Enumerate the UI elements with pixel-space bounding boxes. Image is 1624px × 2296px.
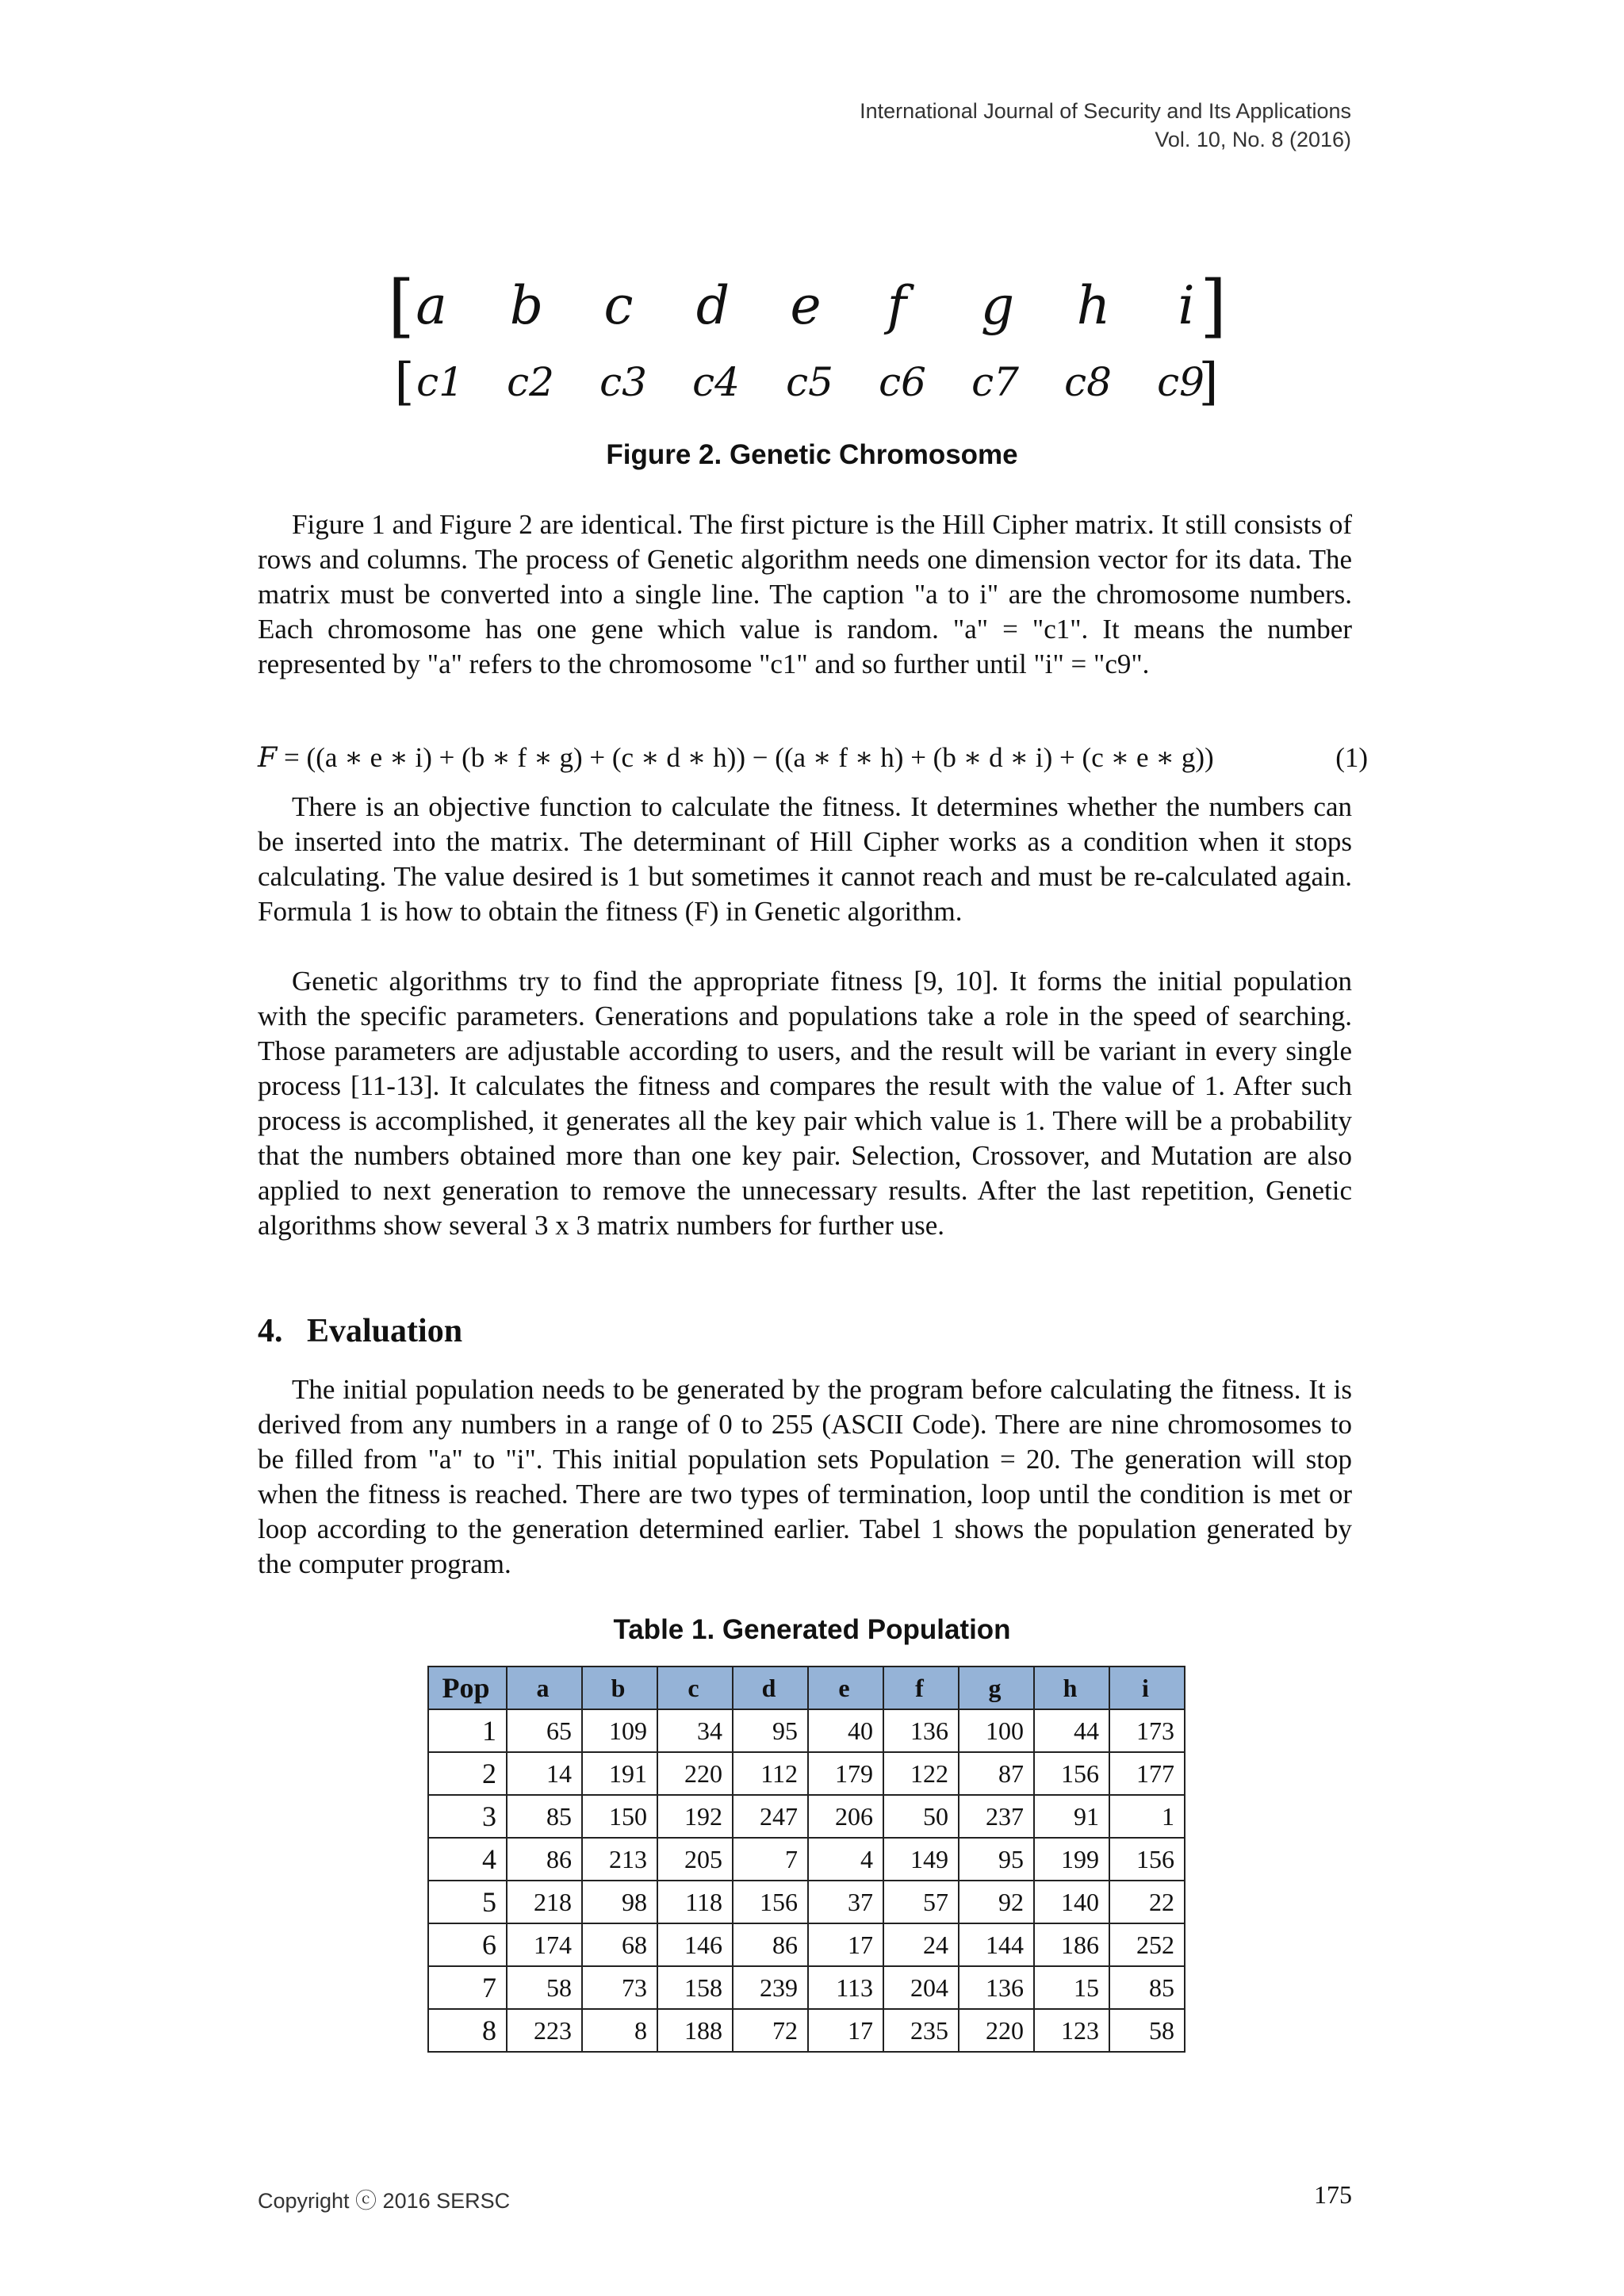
section-number: 4. xyxy=(258,1313,283,1349)
body-paragraph: The initial population needs to be generated by the program before calculating the fitness. It is derived from any numbers in a range of 0 to 255 (ASCII Code). There are nine chromosomes to be filled from "a" to "i". This initial population sets Population = 20. The generation will stop when the fitness is reached. There are two types of termination, loop until the condition is met or loop according to the generation determined earlier. Tabel 1 shows the population generated by the computer program. xyxy=(258,1374,1352,1579)
gene-value-cell: 95 xyxy=(959,1838,1034,1881)
gene-value-cell: 186 xyxy=(1034,1923,1109,1966)
gene-value-cell: 122 xyxy=(883,1752,959,1795)
pop-number-cell: 6 xyxy=(428,1923,507,1966)
column-header: Pop xyxy=(428,1667,507,1709)
pop-number-cell: 2 xyxy=(428,1752,507,1795)
equation-rhs: = ((a ∗ e ∗ i) + (b ∗ f ∗ g) + (c ∗ d ∗ h)) − ((a ∗ f ∗ h) + (b ∗ d ∗ i) + (c ∗ e ∗ g)) xyxy=(284,742,1214,773)
gene-value-cell: 206 xyxy=(808,1795,883,1838)
gene-value-cell: 98 xyxy=(582,1881,657,1923)
chromosome-row xyxy=(389,344,1229,420)
gene-value-cell: 136 xyxy=(883,1709,959,1752)
gene-value-cell: 8 xyxy=(582,2009,657,2052)
gene-value-cell: 174 xyxy=(507,1923,582,1966)
gene-value-cell: 86 xyxy=(507,1838,582,1881)
gene-value-cell: 1 xyxy=(1109,1795,1185,1838)
chromosome-label: c9 xyxy=(1157,359,1205,405)
body-paragraph: Figure 1 and Figure 2 are identical. The first picture is the Hill Cipher matrix. It still consists of rows and columns. The process of Genetic algorithm needs one dimension vector for its data. The matrix must be converted into a single line. The caption "a to i" are the chromosome numbers. Each chromosome has one gene which value is random. "a" = "c1". It means the number represented by "a" refers to the chromosome "c1" and so further until "i" = "c9". xyxy=(258,509,1352,679)
gene-value-cell: 58 xyxy=(507,1966,582,2009)
chromosome-figure xyxy=(389,268,1229,420)
table-row xyxy=(428,1881,1185,1923)
gene-value-cell: 17 xyxy=(808,1923,883,1966)
pop-number-cell: 8 xyxy=(428,2009,507,2052)
column-header: h xyxy=(1034,1667,1109,1709)
gene-value-cell: 192 xyxy=(657,1795,733,1838)
chromosome-label: c7 xyxy=(971,359,1019,405)
gene-value-cell: 109 xyxy=(582,1709,657,1752)
pop-number-cell: 4 xyxy=(428,1838,507,1881)
section-heading xyxy=(258,1312,462,1350)
gene-value-cell: 140 xyxy=(1034,1881,1109,1923)
table-row xyxy=(428,2009,1185,2052)
gene-value-cell: 205 xyxy=(657,1838,733,1881)
gene-value-cell: 118 xyxy=(657,1881,733,1923)
gene-value-cell: 91 xyxy=(1034,1795,1109,1838)
gene-value-cell: 85 xyxy=(1109,1966,1185,2009)
gene-value-cell: 58 xyxy=(1109,2009,1185,2052)
chromosome-label: c8 xyxy=(1064,359,1112,405)
gene-value-cell: 17 xyxy=(808,2009,883,2052)
fitness-equation xyxy=(258,736,1368,780)
chromosome-label: c3 xyxy=(599,359,647,405)
table-row xyxy=(428,1923,1185,1966)
gene-value-cell: 37 xyxy=(808,1881,883,1923)
gene-value-cell: 68 xyxy=(582,1923,657,1966)
gene-value-cell: 100 xyxy=(959,1709,1034,1752)
pop-number-cell: 7 xyxy=(428,1966,507,2009)
population-table xyxy=(427,1666,1185,2053)
section-title: Evaluation xyxy=(307,1313,463,1349)
gene-value-cell: 40 xyxy=(808,1709,883,1752)
gene-value-cell: 136 xyxy=(959,1966,1034,2009)
gene-value-cell: 24 xyxy=(883,1923,959,1966)
table-caption: Table 1. Generated Population xyxy=(613,1614,1011,1645)
gene-value-cell: 86 xyxy=(733,1923,808,1966)
gene-label: i xyxy=(1178,275,1195,336)
gene-row xyxy=(389,268,1229,344)
gene-value-cell: 149 xyxy=(883,1838,959,1881)
gene-value-cell: 50 xyxy=(883,1795,959,1838)
gene-value-cell: 235 xyxy=(883,2009,959,2052)
running-head xyxy=(860,97,1351,154)
body-paragraph: There is an objective function to calculate the fitness. It determines whether the numbers can be inserted into the matrix. The determinant of Hill Cipher works as a condition when it stops calculating. The value desired is 1 but sometimes it cannot reach and must be re-calculated again. Formula 1 is how to obtain the fitness (F) in Genetic algorithm. xyxy=(258,791,1352,927)
body-paragraph: Genetic algorithms try to find the appropriate fitness [9, 10]. It forms the initial population with the specific parameters. Generations and populations take a role in the speed of searching. Those parameters are adjustable according to users, and the result will be variant in every single process [11-13]. It calculates the fitness and compares the result with the value of 1. After such process is accomplished, it generates all the key pair which value is 1. There will be a probability that the numbers obtained more than one key pair. Selection, Crossover, and Mutation are also applied to next generation to remove the unnecessary results. After the last repetition, Genetic algorithms show several 3 x 3 matrix numbers for further use. xyxy=(258,966,1352,1241)
table-header-row xyxy=(428,1667,1185,1709)
table-row xyxy=(428,1752,1185,1795)
chromosome-label: c5 xyxy=(786,359,833,405)
gene-label: c xyxy=(603,275,634,336)
figure-caption: Figure 2. Genetic Chromosome xyxy=(606,439,1018,470)
column-header: d xyxy=(733,1667,808,1709)
open-bracket: [ xyxy=(388,266,415,346)
column-header: i xyxy=(1109,1667,1185,1709)
column-header: e xyxy=(808,1667,883,1709)
gene-label: a xyxy=(416,275,447,336)
gene-value-cell: 220 xyxy=(959,2009,1034,2052)
pop-number-cell: 3 xyxy=(428,1795,507,1838)
gene-value-cell: 156 xyxy=(1034,1752,1109,1795)
gene-value-cell: 112 xyxy=(733,1752,808,1795)
column-header: a xyxy=(507,1667,582,1709)
gene-label: h xyxy=(1076,275,1111,336)
column-header: g xyxy=(959,1667,1034,1709)
gene-value-cell: 14 xyxy=(507,1752,582,1795)
gene-value-cell: 223 xyxy=(507,2009,582,2052)
table-row xyxy=(428,1838,1185,1881)
table-row xyxy=(428,1795,1185,1838)
gene-value-cell: 239 xyxy=(733,1966,808,2009)
volume-info: Vol. 10, No. 8 (2016) xyxy=(1155,128,1351,151)
gene-value-cell: 57 xyxy=(883,1881,959,1923)
gene-value-cell: 177 xyxy=(1109,1752,1185,1795)
gene-value-cell: 22 xyxy=(1109,1881,1185,1923)
close-bracket: ] xyxy=(1198,353,1219,411)
gene-value-cell: 237 xyxy=(959,1795,1034,1838)
open-bracket: [ xyxy=(394,353,415,411)
gene-value-cell: 158 xyxy=(657,1966,733,2009)
journal-title: International Journal of Security and Its Applications xyxy=(860,99,1351,123)
gene-value-cell: 72 xyxy=(733,2009,808,2052)
gene-value-cell: 179 xyxy=(808,1752,883,1795)
gene-value-cell: 92 xyxy=(959,1881,1034,1923)
gene-value-cell: 44 xyxy=(1034,1709,1109,1752)
gene-value-cell: 144 xyxy=(959,1923,1034,1966)
chromosome-label: c6 xyxy=(879,359,926,405)
gene-value-cell: 85 xyxy=(507,1795,582,1838)
pop-number-cell: 1 xyxy=(428,1709,507,1752)
chromosome-label: c4 xyxy=(692,359,740,405)
column-header: b xyxy=(582,1667,657,1709)
gene-value-cell: 65 xyxy=(507,1709,582,1752)
page-number: 175 xyxy=(1314,2180,1352,2209)
gene-label: d xyxy=(695,275,730,336)
gene-value-cell: 15 xyxy=(1034,1966,1109,2009)
equation-number: (1) xyxy=(1335,742,1368,773)
gene-label: g xyxy=(980,275,1015,336)
gene-value-cell: 213 xyxy=(582,1838,657,1881)
chromosome-label: c1 xyxy=(416,359,464,405)
close-bracket: ] xyxy=(1200,266,1227,346)
gene-value-cell: 220 xyxy=(657,1752,733,1795)
gene-value-cell: 218 xyxy=(507,1881,582,1923)
table-row xyxy=(428,1709,1185,1752)
gene-value-cell: 95 xyxy=(733,1709,808,1752)
gene-value-cell: 252 xyxy=(1109,1923,1185,1966)
gene-value-cell: 34 xyxy=(657,1709,733,1752)
gene-value-cell: 156 xyxy=(733,1881,808,1923)
gene-value-cell: 247 xyxy=(733,1795,808,1838)
column-header: f xyxy=(883,1667,959,1709)
gene-value-cell: 73 xyxy=(582,1966,657,2009)
gene-value-cell: 156 xyxy=(1109,1838,1185,1881)
copyright-notice: Copyright ⓒ 2016 SERSC xyxy=(258,2189,511,2213)
gene-label: b xyxy=(509,275,544,336)
gene-value-cell: 4 xyxy=(808,1838,883,1881)
gene-label: e xyxy=(790,275,822,336)
gene-value-cell: 7 xyxy=(733,1838,808,1881)
gene-value-cell: 87 xyxy=(959,1752,1034,1795)
gene-value-cell: 173 xyxy=(1109,1709,1185,1752)
column-header: c xyxy=(657,1667,733,1709)
gene-value-cell: 204 xyxy=(883,1966,959,2009)
gene-value-cell: 191 xyxy=(582,1752,657,1795)
gene-value-cell: 150 xyxy=(582,1795,657,1838)
gene-value-cell: 113 xyxy=(808,1966,883,2009)
table-row xyxy=(428,1966,1185,2009)
gene-value-cell: 188 xyxy=(657,2009,733,2052)
gene-value-cell: 146 xyxy=(657,1923,733,1966)
pop-number-cell: 5 xyxy=(428,1881,507,1923)
equation-lhs: F xyxy=(258,742,278,774)
gene-value-cell: 123 xyxy=(1034,2009,1109,2052)
gene-value-cell: 199 xyxy=(1034,1838,1109,1881)
chromosome-label: c2 xyxy=(507,359,554,405)
gene-label: f xyxy=(887,275,907,336)
